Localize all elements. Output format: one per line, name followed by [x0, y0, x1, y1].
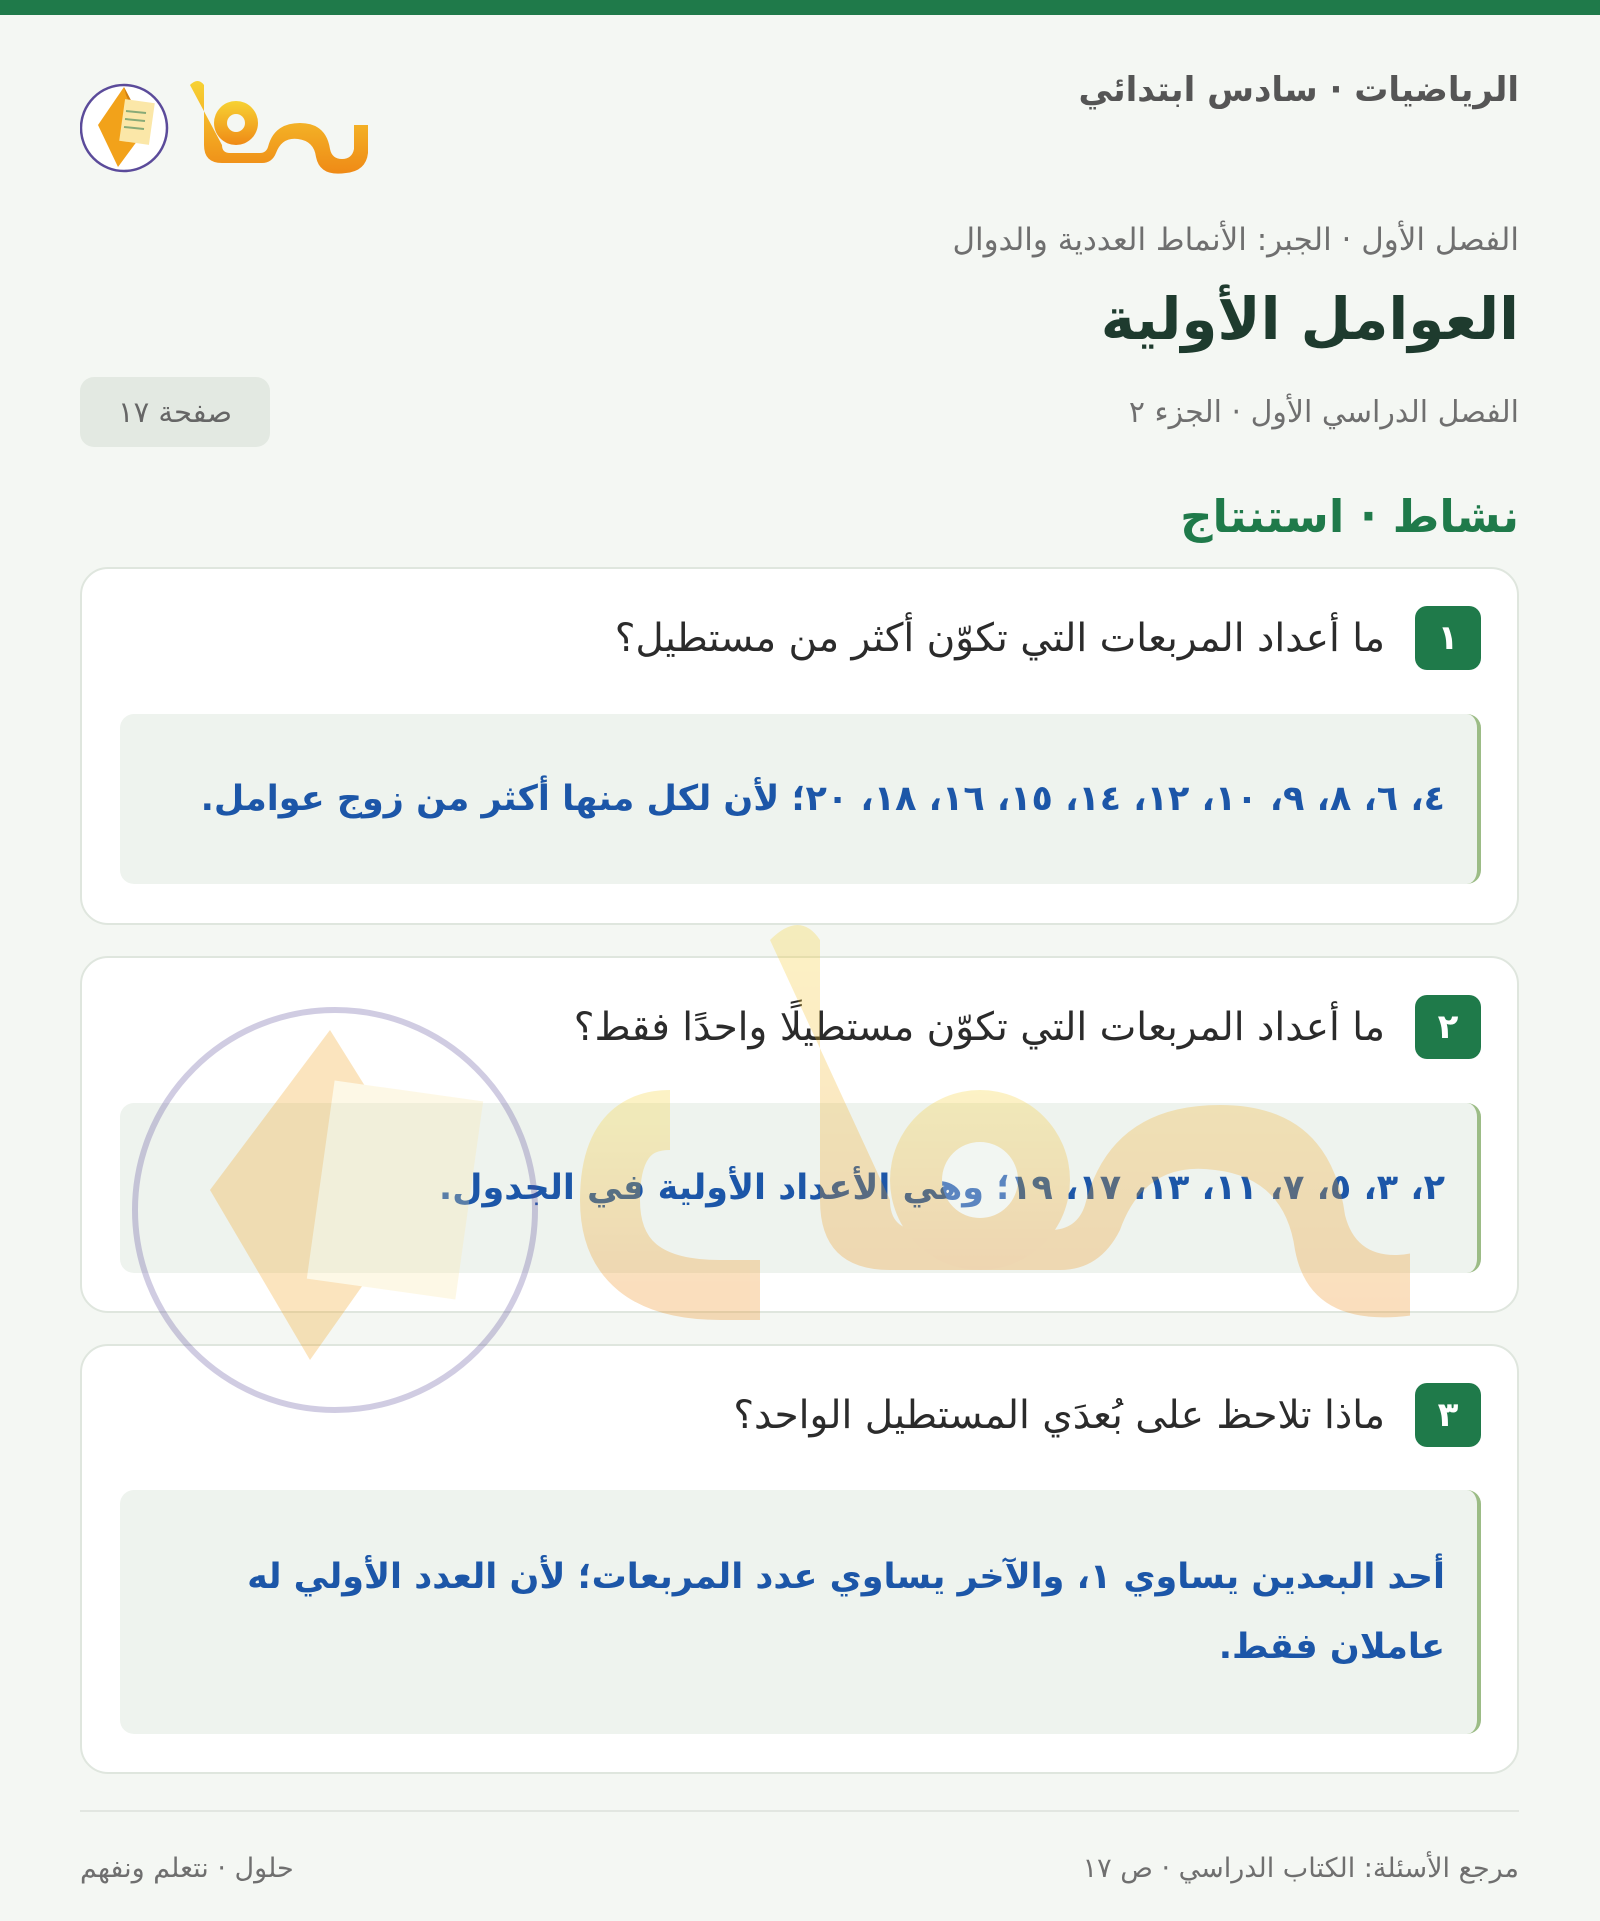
unit-breadcrumb: الفصل الأول · الجبر: الأنماط العددية والدوال: [952, 222, 1519, 258]
question-card-2: [80, 956, 1519, 1313]
hulul-logo: [80, 65, 370, 185]
answer-box: [120, 714, 1481, 884]
question-text: ما أعداد المربعات التي تكوّن مستطيلًا واحدًا فقط؟: [573, 1004, 1385, 1050]
subject-label: الرياضيات · سادس ابتدائي: [1078, 70, 1519, 110]
page: [80, 15, 1519, 1921]
footer-tagline: حلول · نتعلم ونفهم: [80, 1853, 294, 1884]
page-number-badge: صفحة ١٧: [80, 377, 270, 447]
answer-text: ٢، ٣، ٥، ٧، ١١، ١٣، ١٧، ١٩؛ وهي الأعداد الأولية في الجدول.: [438, 1168, 1445, 1208]
question-card-1: [80, 567, 1519, 925]
answer-text: أحد البعدين يساوي ١، والآخر يساوي عدد المربعات؛ لأن العدد الأولي له عاملان فقط.: [247, 1557, 1445, 1667]
answer-box: [120, 1490, 1481, 1734]
top-accent-bar: [0, 0, 1600, 15]
footer-reference: مرجع الأسئلة: الكتاب الدراسي · ص ١٧: [1082, 1853, 1519, 1884]
question-number-badge: ٢: [1415, 995, 1481, 1059]
footer-divider: [80, 1810, 1519, 1812]
question-text: ما أعداد المربعات التي تكوّن أكثر من مستطيل؟: [614, 615, 1385, 661]
question-card-3: [80, 1344, 1519, 1774]
answer-text: ٤، ٦، ٨، ٩، ١٠، ١٢، ١٤، ١٥، ١٦، ١٨، ٢٠؛ لأن لكل منها أكثر من زوج عوامل.: [200, 779, 1445, 819]
term-label: الفصل الدراسي الأول · الجزء ٢: [1128, 395, 1519, 430]
question-text: ماذا تلاحظ على بُعدَي المستطيل الواحد؟: [733, 1392, 1385, 1438]
question-number-badge: ١: [1415, 606, 1481, 670]
answer-box: [120, 1103, 1481, 1273]
page-title: العوامل الأولية: [1100, 285, 1519, 353]
activity-heading: نشاط · استنتاج: [1180, 490, 1519, 543]
question-number-badge: ٣: [1415, 1383, 1481, 1447]
